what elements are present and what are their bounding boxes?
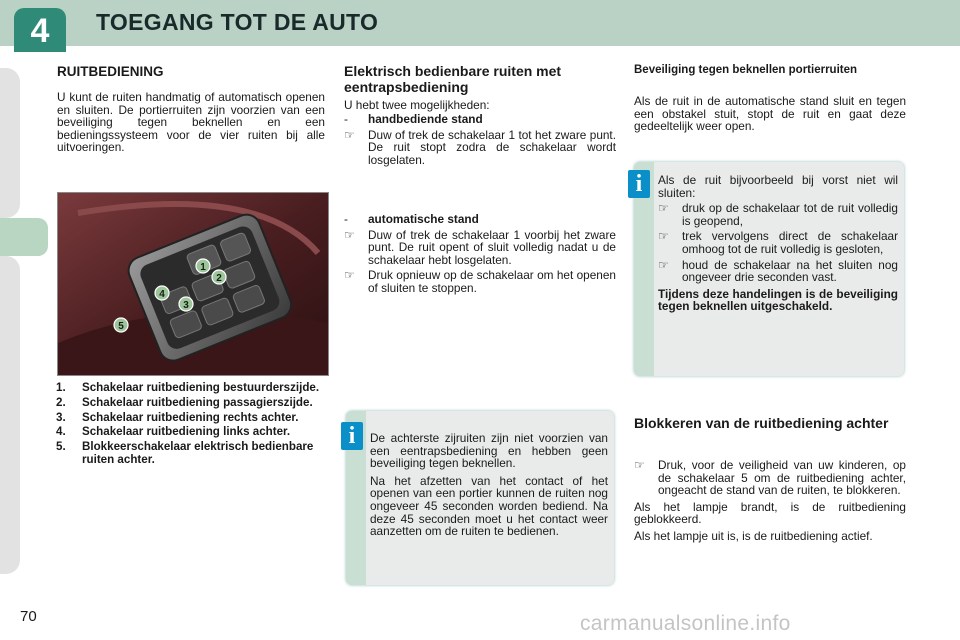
- auto-mode-title: automatische stand: [368, 212, 479, 226]
- callout-label-5: 5: [118, 321, 124, 332]
- frost-step-1: druk op de schakelaar tot de ruit volledig is geopend,: [682, 201, 898, 228]
- legend-item: [56, 412, 331, 425]
- manual-mode-title: handbediende stand: [368, 112, 483, 126]
- frost-warning: Tijdens deze handelingen is de beveiliging tegen beknellen uitgeschakeld.: [658, 286, 898, 314]
- info-icon: i: [628, 170, 650, 198]
- window-switch-photo: [57, 192, 329, 376]
- page-title: TOEGANG TOT DE AUTO: [96, 9, 379, 35]
- options-intro: U hebt twee mogelijkheden:: [344, 98, 490, 112]
- section-heading-blokkeren: Blokkeren van de ruitbediening achter: [634, 415, 889, 431]
- lamp-off-text: Als het lampje uit is, is de ruitbediening actief.: [634, 528, 873, 543]
- manual-mode-block: [344, 113, 616, 166]
- dash: -: [344, 212, 348, 226]
- info-rear-para-1: De achterste zijruiten zijn niet voorzien van een eentrapsbediening en hebben geen beveiliging tegen beknellen.: [370, 431, 608, 471]
- legend-number: 3.: [56, 410, 66, 424]
- callout-label-3: 3: [183, 300, 189, 311]
- pointing-hand-icon: ☞: [634, 458, 645, 472]
- legend-number: 1.: [56, 381, 66, 394]
- legend-item: [56, 441, 331, 467]
- pointing-hand-icon: ☞: [658, 201, 669, 216]
- legend-text: Blokkeerschakelaar elektrisch bedienbare ruiten achter.: [82, 440, 314, 466]
- page-number: 70: [20, 608, 37, 625]
- legend-item: [56, 397, 331, 410]
- info-box-rear-windows-text: [370, 432, 608, 538]
- pointing-hand-icon: ☞: [658, 257, 669, 272]
- side-tab-active: [0, 218, 48, 256]
- chapter-number: 4: [30, 12, 50, 50]
- beknellen-text: Als de ruit in de automatische stand sluit en tegen een obstakel stuit, stopt de ruit en gaat deze gedeeltelijk weer open.: [634, 94, 906, 134]
- pointing-hand-icon: ☞: [658, 229, 669, 244]
- legend-text: Schakelaar ruitbediening rechts achter.: [82, 410, 299, 424]
- info-box-frost-text: [658, 174, 898, 313]
- pointing-hand-icon: ☞: [344, 227, 355, 242]
- legend-text: Schakelaar ruitbediening links achter.: [82, 425, 291, 439]
- legend-number: 4.: [56, 425, 66, 439]
- callout-label-4: 4: [159, 289, 165, 300]
- pointing-hand-icon: ☞: [344, 127, 355, 142]
- legend-item: [56, 426, 331, 439]
- legend-list: [56, 382, 331, 469]
- legend-number: 2.: [56, 395, 66, 409]
- section-heading-eentrapsbediening: Elektrisch bedienbare ruiten met eentrapsbediening: [344, 63, 562, 95]
- callout-label-2: 2: [216, 273, 222, 284]
- side-tab: [0, 68, 20, 218]
- dash: -: [344, 112, 348, 126]
- info-rear-para-2: Na het afzetten van het contact of het openen van een portier kunnen de ruiten nog ongeveer 45 seconden worden bediend. Na deze 45 seconden moet u het contact weer aanzetten om de ruiten te bedienen.: [370, 473, 608, 539]
- auto-mode-text-1: Duw of trek de schakelaar 1 voorbij het zware punt. De ruit opent of sluit volledig nadat u de schakelaar hebt losgelaten.: [368, 227, 616, 267]
- frost-step-2: trek vervolgens direct de schakelaar omhoog tot de ruit volledig is gesloten,: [682, 229, 898, 256]
- legend-text: Schakelaar ruitbediening bestuurderszijde.: [82, 381, 320, 394]
- section-heading-ruitbediening: RUITBEDIENING: [57, 64, 164, 79]
- blokkeren-text: Druk, voor de veiligheid van uw kinderen, op de schakelaar 5 om de ruitbediening achter, ongeacht de stand van de ruiten, te blokkeren.: [658, 458, 906, 498]
- pointing-hand-icon: ☞: [344, 268, 355, 283]
- info-icon: i: [341, 422, 363, 450]
- legend-item: [56, 382, 331, 395]
- auto-mode-text-2: Druk opnieuw op de schakelaar om het openen of sluiten te stoppen.: [368, 268, 616, 295]
- legend-number: 5.: [56, 440, 66, 454]
- frost-intro: Als de ruit bijvoorbeeld bij vorst niet wil sluiten:: [658, 173, 898, 200]
- manual-mode-text: Duw of trek de schakelaar 1 tot het zware punt. De ruit stopt zodra de schakelaar wordt losgelaten.: [368, 127, 616, 167]
- window-switch-illustration: [58, 193, 328, 375]
- callout-label-1: 1: [200, 262, 206, 273]
- side-tab: [0, 256, 20, 574]
- blokkeren-block: [634, 459, 906, 543]
- intro-text: U kunt de ruiten handmatig of automatisch openen en sluiten. De portierruiten zijn voorzien van een beveiliging tegen beknellen en een bedieningssysteem voor de vier ruiten bij alle uitvoeringen.: [57, 90, 325, 155]
- legend-text: Schakelaar ruitbediening passagierszijde.: [82, 395, 313, 409]
- watermark: carmanualsonline.info: [580, 612, 791, 635]
- frost-step-3: houd de schakelaar na het sluiten nog ongeveer drie seconden vast.: [682, 257, 898, 285]
- auto-mode-block: [344, 213, 616, 295]
- section-heading-beknellen: Beveiliging tegen beknellen portierruiten: [634, 64, 858, 76]
- lamp-on-text: Als het lampje brandt, is de ruitbediening geblokkeerd.: [634, 499, 906, 527]
